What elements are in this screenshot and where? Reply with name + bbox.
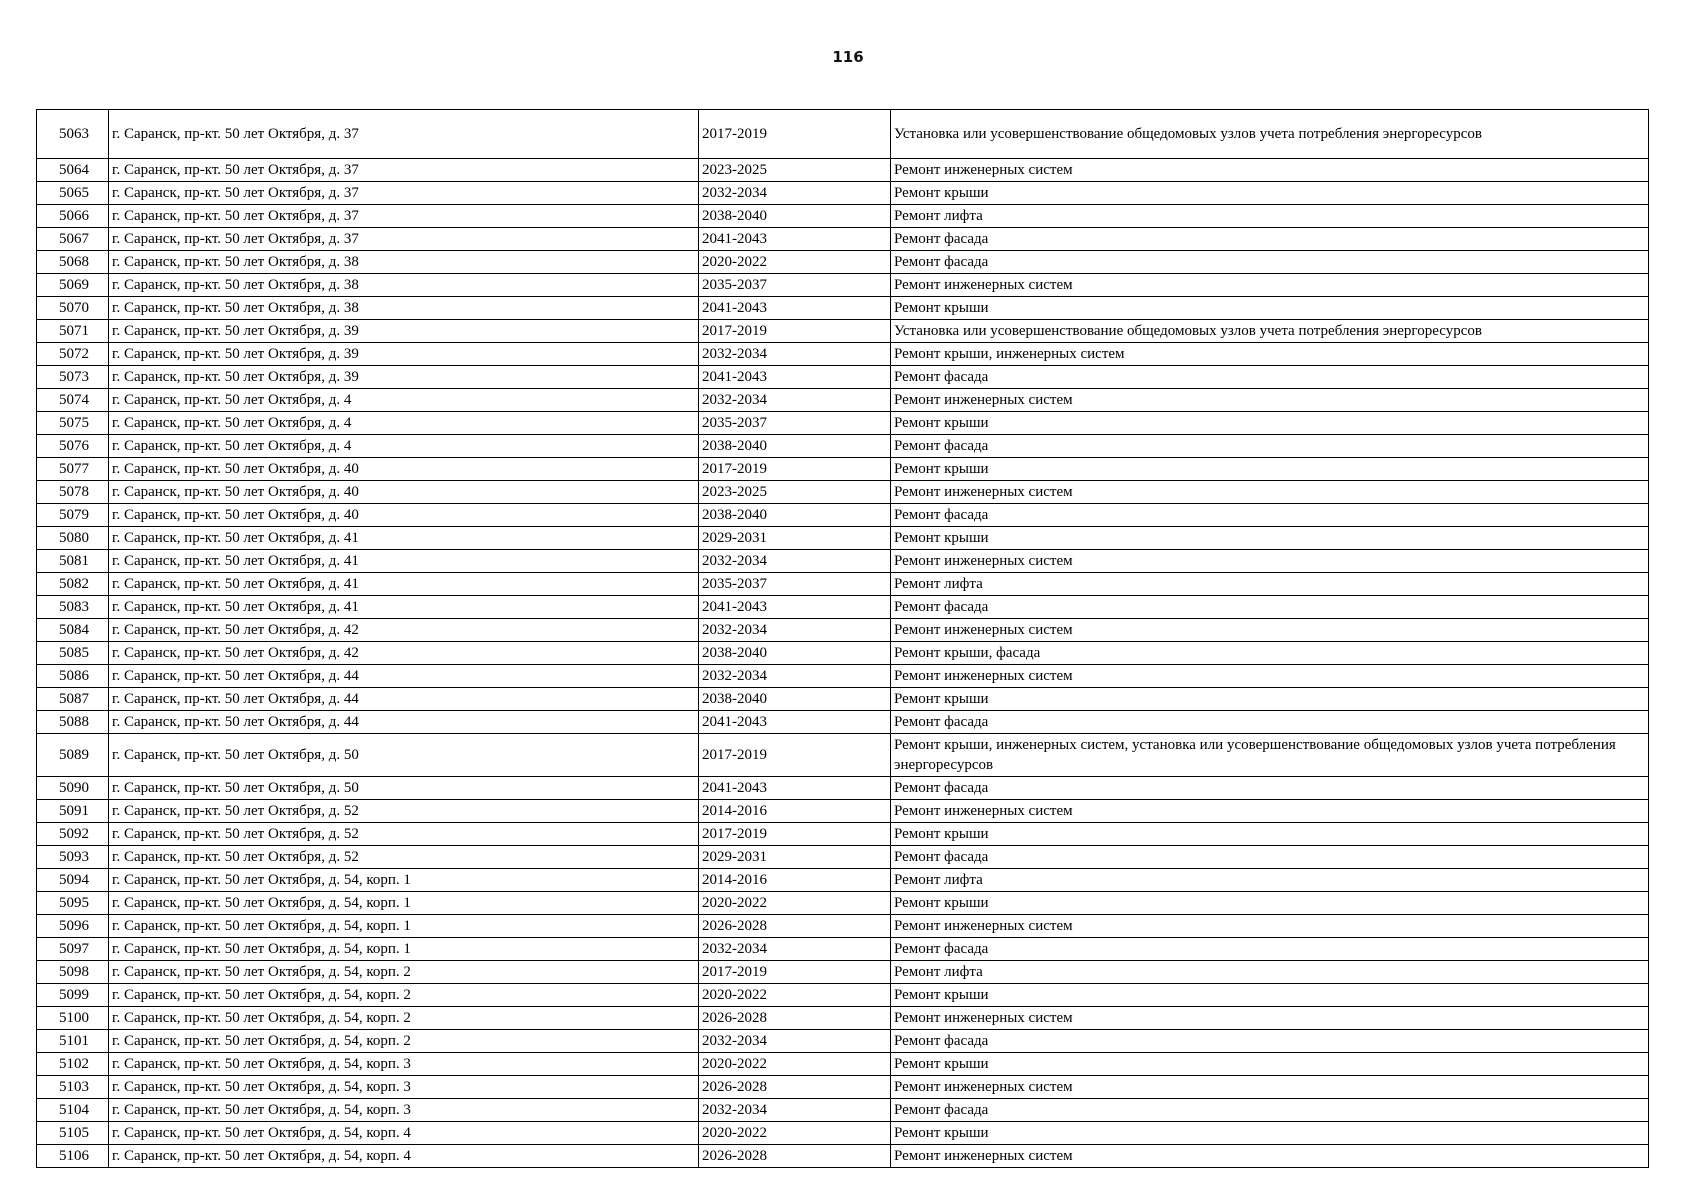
address-cell: г. Саранск, пр-кт. 50 лет Октября, д. 40 — [109, 458, 699, 481]
row-number-cell: 5082 — [37, 573, 109, 596]
period-cell: 2035-2037 — [699, 573, 891, 596]
row-number-cell: 5080 — [37, 527, 109, 550]
table-row — [37, 619, 1649, 642]
table-row — [37, 596, 1649, 619]
row-number-cell: 5073 — [37, 366, 109, 389]
work-type-cell: Ремонт фасада — [891, 435, 1649, 458]
table-row — [37, 274, 1649, 297]
period-cell: 2017-2019 — [699, 458, 891, 481]
work-type-cell: Ремонт фасада — [891, 596, 1649, 619]
work-type-cell: Ремонт крыши — [891, 182, 1649, 205]
row-number-cell: 5070 — [37, 297, 109, 320]
period-cell: 2038-2040 — [699, 688, 891, 711]
period-cell: 2032-2034 — [699, 389, 891, 412]
row-number-cell: 5088 — [37, 711, 109, 734]
address-cell: г. Саранск, пр-кт. 50 лет Октября, д. 42 — [109, 619, 699, 642]
work-type-cell: Ремонт крыши — [891, 984, 1649, 1007]
address-cell: г. Саранск, пр-кт. 50 лет Октября, д. 37 — [109, 205, 699, 228]
period-cell: 2026-2028 — [699, 1145, 891, 1168]
address-cell: г. Саранск, пр-кт. 50 лет Октября, д. 54, корп. 2 — [109, 1007, 699, 1030]
table-row — [37, 412, 1649, 435]
address-cell: г. Саранск, пр-кт. 50 лет Октября, д. 37 — [109, 182, 699, 205]
row-number-cell: 5074 — [37, 389, 109, 412]
work-type-cell: Ремонт фасада — [891, 846, 1649, 869]
work-type-cell: Ремонт крыши — [891, 458, 1649, 481]
address-cell: г. Саранск, пр-кт. 50 лет Октября, д. 52 — [109, 823, 699, 846]
table-row — [37, 389, 1649, 412]
table-row — [37, 800, 1649, 823]
address-cell: г. Саранск, пр-кт. 50 лет Октября, д. 38 — [109, 274, 699, 297]
work-type-cell: Ремонт инженерных систем — [891, 1007, 1649, 1030]
address-cell: г. Саранск, пр-кт. 50 лет Октября, д. 54, корп. 2 — [109, 1030, 699, 1053]
work-type-cell: Ремонт инженерных систем — [891, 665, 1649, 688]
row-number-cell: 5079 — [37, 504, 109, 527]
row-number-cell: 5084 — [37, 619, 109, 642]
work-type-cell: Ремонт инженерных систем — [891, 1145, 1649, 1168]
table-row — [37, 665, 1649, 688]
work-type-cell: Ремонт крыши — [891, 412, 1649, 435]
table-row — [37, 251, 1649, 274]
address-cell: г. Саранск, пр-кт. 50 лет Октября, д. 50 — [109, 777, 699, 800]
table-row — [37, 642, 1649, 665]
row-number-cell: 5077 — [37, 458, 109, 481]
row-number-cell: 5072 — [37, 343, 109, 366]
period-cell: 2020-2022 — [699, 984, 891, 1007]
table-row — [37, 1099, 1649, 1122]
address-cell: г. Саранск, пр-кт. 50 лет Октября, д. 37 — [109, 159, 699, 182]
address-cell: г. Саранск, пр-кт. 50 лет Октября, д. 41 — [109, 573, 699, 596]
work-type-cell: Ремонт крыши — [891, 1122, 1649, 1145]
work-type-cell: Ремонт крыши — [891, 1053, 1649, 1076]
table-body — [37, 110, 1649, 1168]
address-cell: г. Саранск, пр-кт. 50 лет Октября, д. 40 — [109, 481, 699, 504]
address-cell: г. Саранск, пр-кт. 50 лет Октября, д. 54, корп. 3 — [109, 1053, 699, 1076]
period-cell: 2038-2040 — [699, 504, 891, 527]
table-row — [37, 711, 1649, 734]
address-cell: г. Саранск, пр-кт. 50 лет Октября, д. 52 — [109, 800, 699, 823]
row-number-cell: 5091 — [37, 800, 109, 823]
address-cell: г. Саранск, пр-кт. 50 лет Октября, д. 54, корп. 2 — [109, 984, 699, 1007]
period-cell: 2014-2016 — [699, 869, 891, 892]
page-number: 116 — [832, 48, 864, 66]
period-cell: 2032-2034 — [699, 1030, 891, 1053]
row-number-cell: 5071 — [37, 320, 109, 343]
work-type-cell: Ремонт крыши, фасада — [891, 642, 1649, 665]
period-cell: 2017-2019 — [699, 734, 891, 777]
work-type-cell: Ремонт лифта — [891, 869, 1649, 892]
work-type-cell: Ремонт крыши — [891, 688, 1649, 711]
table-row — [37, 869, 1649, 892]
period-cell: 2032-2034 — [699, 665, 891, 688]
row-number-cell: 5069 — [37, 274, 109, 297]
row-number-cell: 5093 — [37, 846, 109, 869]
period-cell: 2020-2022 — [699, 1053, 891, 1076]
address-cell: г. Саранск, пр-кт. 50 лет Октября, д. 39 — [109, 343, 699, 366]
address-cell: г. Саранск, пр-кт. 50 лет Октября, д. 54, корп. 3 — [109, 1099, 699, 1122]
row-number-cell: 5092 — [37, 823, 109, 846]
work-type-cell: Установка или усовершенствование общедомовых узлов учета потребления энергоресурсов — [891, 320, 1649, 343]
period-cell: 2041-2043 — [699, 777, 891, 800]
work-type-cell: Ремонт крыши — [891, 892, 1649, 915]
period-cell: 2032-2034 — [699, 550, 891, 573]
address-cell: г. Саранск, пр-кт. 50 лет Октября, д. 4 — [109, 435, 699, 458]
period-cell: 2041-2043 — [699, 711, 891, 734]
period-cell: 2041-2043 — [699, 596, 891, 619]
period-cell: 2032-2034 — [699, 938, 891, 961]
work-type-cell: Ремонт фасада — [891, 366, 1649, 389]
work-type-cell: Ремонт фасада — [891, 938, 1649, 961]
work-type-cell: Ремонт крыши — [891, 527, 1649, 550]
table-row — [37, 110, 1649, 159]
table-row — [37, 458, 1649, 481]
table-row — [37, 1030, 1649, 1053]
period-cell: 2041-2043 — [699, 297, 891, 320]
table-row — [37, 777, 1649, 800]
work-type-cell: Ремонт фасада — [891, 777, 1649, 800]
table-row — [37, 734, 1649, 777]
table-row — [37, 228, 1649, 251]
address-cell: г. Саранск, пр-кт. 50 лет Октября, д. 54, корп. 3 — [109, 1076, 699, 1099]
row-number-cell: 5064 — [37, 159, 109, 182]
row-number-cell: 5099 — [37, 984, 109, 1007]
table-row — [37, 1076, 1649, 1099]
work-type-cell: Ремонт крыши, инженерных систем — [891, 343, 1649, 366]
work-type-cell: Ремонт инженерных систем — [891, 915, 1649, 938]
table-row — [37, 527, 1649, 550]
table-row — [37, 1145, 1649, 1168]
row-number-cell: 5106 — [37, 1145, 109, 1168]
work-type-cell: Ремонт инженерных систем — [891, 800, 1649, 823]
work-type-cell: Ремонт крыши, инженерных систем, установка или усовершенствование общедомовых узлов учета потребления энергоресурсов — [891, 734, 1649, 777]
period-cell: 2032-2034 — [699, 619, 891, 642]
row-number-cell: 5065 — [37, 182, 109, 205]
address-cell: г. Саранск, пр-кт. 50 лет Октября, д. 50 — [109, 734, 699, 777]
row-number-cell: 5067 — [37, 228, 109, 251]
row-number-cell: 5097 — [37, 938, 109, 961]
row-number-cell: 5105 — [37, 1122, 109, 1145]
period-cell: 2017-2019 — [699, 961, 891, 984]
address-cell: г. Саранск, пр-кт. 50 лет Октября, д. 38 — [109, 297, 699, 320]
period-cell: 2032-2034 — [699, 182, 891, 205]
work-type-cell: Ремонт инженерных систем — [891, 550, 1649, 573]
address-cell: г. Саранск, пр-кт. 50 лет Октября, д. 41 — [109, 550, 699, 573]
table-row — [37, 573, 1649, 596]
period-cell: 2038-2040 — [699, 435, 891, 458]
table-row — [37, 1122, 1649, 1145]
table-row — [37, 938, 1649, 961]
address-cell: г. Саранск, пр-кт. 50 лет Октября, д. 38 — [109, 251, 699, 274]
table-row — [37, 182, 1649, 205]
work-type-cell: Ремонт инженерных систем — [891, 1076, 1649, 1099]
row-number-cell: 5076 — [37, 435, 109, 458]
address-cell: г. Саранск, пр-кт. 50 лет Октября, д. 54, корп. 1 — [109, 915, 699, 938]
work-type-cell: Ремонт инженерных систем — [891, 389, 1649, 412]
table-row — [37, 297, 1649, 320]
row-number-cell: 5104 — [37, 1099, 109, 1122]
work-type-cell: Ремонт лифта — [891, 205, 1649, 228]
work-type-cell: Ремонт крыши — [891, 823, 1649, 846]
table-row — [37, 435, 1649, 458]
row-number-cell: 5068 — [37, 251, 109, 274]
period-cell: 2038-2040 — [699, 642, 891, 665]
address-cell: г. Саранск, пр-кт. 50 лет Октября, д. 54, корп. 1 — [109, 869, 699, 892]
work-type-cell: Ремонт крыши — [891, 297, 1649, 320]
period-cell: 2026-2028 — [699, 915, 891, 938]
table-row — [37, 1053, 1649, 1076]
work-type-cell: Ремонт фасада — [891, 1099, 1649, 1122]
work-type-cell: Ремонт инженерных систем — [891, 159, 1649, 182]
table-row — [37, 159, 1649, 182]
row-number-cell: 5086 — [37, 665, 109, 688]
work-type-cell: Ремонт инженерных систем — [891, 619, 1649, 642]
table-row — [37, 961, 1649, 984]
period-cell: 2020-2022 — [699, 892, 891, 915]
table-row — [37, 823, 1649, 846]
address-cell: г. Саранск, пр-кт. 50 лет Октября, д. 41 — [109, 527, 699, 550]
row-number-cell: 5087 — [37, 688, 109, 711]
row-number-cell: 5063 — [37, 110, 109, 159]
period-cell: 2026-2028 — [699, 1007, 891, 1030]
row-number-cell: 5078 — [37, 481, 109, 504]
table-row — [37, 504, 1649, 527]
row-number-cell: 5085 — [37, 642, 109, 665]
period-cell: 2026-2028 — [699, 1076, 891, 1099]
table-row — [37, 550, 1649, 573]
period-cell: 2038-2040 — [699, 205, 891, 228]
table-row — [37, 320, 1649, 343]
address-cell: г. Саранск, пр-кт. 50 лет Октября, д. 37 — [109, 228, 699, 251]
table-row — [37, 366, 1649, 389]
period-cell: 2035-2037 — [699, 274, 891, 297]
table-row — [37, 205, 1649, 228]
period-cell: 2041-2043 — [699, 228, 891, 251]
address-cell: г. Саранск, пр-кт. 50 лет Октября, д. 4 — [109, 389, 699, 412]
period-cell: 2020-2022 — [699, 251, 891, 274]
work-type-cell: Ремонт фасада — [891, 711, 1649, 734]
address-cell: г. Саранск, пр-кт. 50 лет Октября, д. 44 — [109, 688, 699, 711]
address-cell: г. Саранск, пр-кт. 50 лет Октября, д. 54, корп. 1 — [109, 892, 699, 915]
period-cell: 2017-2019 — [699, 823, 891, 846]
row-number-cell: 5096 — [37, 915, 109, 938]
work-type-cell: Ремонт инженерных систем — [891, 274, 1649, 297]
address-cell: г. Саранск, пр-кт. 50 лет Октября, д. 54, корп. 1 — [109, 938, 699, 961]
row-number-cell: 5066 — [37, 205, 109, 228]
period-cell: 2017-2019 — [699, 320, 891, 343]
table-row — [37, 892, 1649, 915]
table-row — [37, 343, 1649, 366]
period-cell: 2023-2025 — [699, 159, 891, 182]
period-cell: 2041-2043 — [699, 366, 891, 389]
row-number-cell: 5094 — [37, 869, 109, 892]
address-cell: г. Саранск, пр-кт. 50 лет Октября, д. 44 — [109, 711, 699, 734]
address-cell: г. Саранск, пр-кт. 50 лет Октября, д. 41 — [109, 596, 699, 619]
address-cell: г. Саранск, пр-кт. 50 лет Октября, д. 4 — [109, 412, 699, 435]
work-type-cell: Ремонт лифта — [891, 573, 1649, 596]
table-row — [37, 481, 1649, 504]
address-cell: г. Саранск, пр-кт. 50 лет Октября, д. 52 — [109, 846, 699, 869]
row-number-cell: 5095 — [37, 892, 109, 915]
work-type-cell: Ремонт фасада — [891, 1030, 1649, 1053]
row-number-cell: 5101 — [37, 1030, 109, 1053]
period-cell: 2014-2016 — [699, 800, 891, 823]
address-cell: г. Саранск, пр-кт. 50 лет Октября, д. 39 — [109, 320, 699, 343]
period-cell: 2029-2031 — [699, 527, 891, 550]
table-row — [37, 688, 1649, 711]
period-cell: 2035-2037 — [699, 412, 891, 435]
table-row — [37, 1007, 1649, 1030]
work-type-cell: Ремонт фасада — [891, 251, 1649, 274]
work-type-cell: Ремонт фасада — [891, 228, 1649, 251]
row-number-cell: 5103 — [37, 1076, 109, 1099]
period-cell: 2032-2034 — [699, 1099, 891, 1122]
period-cell: 2017-2019 — [699, 110, 891, 159]
row-number-cell: 5098 — [37, 961, 109, 984]
address-cell: г. Саранск, пр-кт. 50 лет Октября, д. 54, корп. 2 — [109, 961, 699, 984]
row-number-cell: 5083 — [37, 596, 109, 619]
repair-schedule-table — [36, 109, 1649, 1168]
table-row — [37, 915, 1649, 938]
row-number-cell: 5075 — [37, 412, 109, 435]
address-cell: г. Саранск, пр-кт. 50 лет Октября, д. 42 — [109, 642, 699, 665]
address-cell: г. Саранск, пр-кт. 50 лет Октября, д. 44 — [109, 665, 699, 688]
address-cell: г. Саранск, пр-кт. 50 лет Октября, д. 54, корп. 4 — [109, 1122, 699, 1145]
table-row — [37, 984, 1649, 1007]
address-cell: г. Саранск, пр-кт. 50 лет Октября, д. 40 — [109, 504, 699, 527]
period-cell: 2020-2022 — [699, 1122, 891, 1145]
work-type-cell: Ремонт фасада — [891, 504, 1649, 527]
address-cell: г. Саранск, пр-кт. 50 лет Октября, д. 54, корп. 4 — [109, 1145, 699, 1168]
row-number-cell: 5100 — [37, 1007, 109, 1030]
row-number-cell: 5090 — [37, 777, 109, 800]
row-number-cell: 5081 — [37, 550, 109, 573]
work-type-cell: Ремонт лифта — [891, 961, 1649, 984]
row-number-cell: 5102 — [37, 1053, 109, 1076]
period-cell: 2029-2031 — [699, 846, 891, 869]
work-type-cell: Установка или усовершенствование общедомовых узлов учета потребления энергоресурсов — [891, 110, 1649, 159]
address-cell: г. Саранск, пр-кт. 50 лет Октября, д. 39 — [109, 366, 699, 389]
table-row — [37, 846, 1649, 869]
period-cell: 2032-2034 — [699, 343, 891, 366]
row-number-cell: 5089 — [37, 734, 109, 777]
period-cell: 2023-2025 — [699, 481, 891, 504]
address-cell: г. Саранск, пр-кт. 50 лет Октября, д. 37 — [109, 110, 699, 159]
work-type-cell: Ремонт инженерных систем — [891, 481, 1649, 504]
